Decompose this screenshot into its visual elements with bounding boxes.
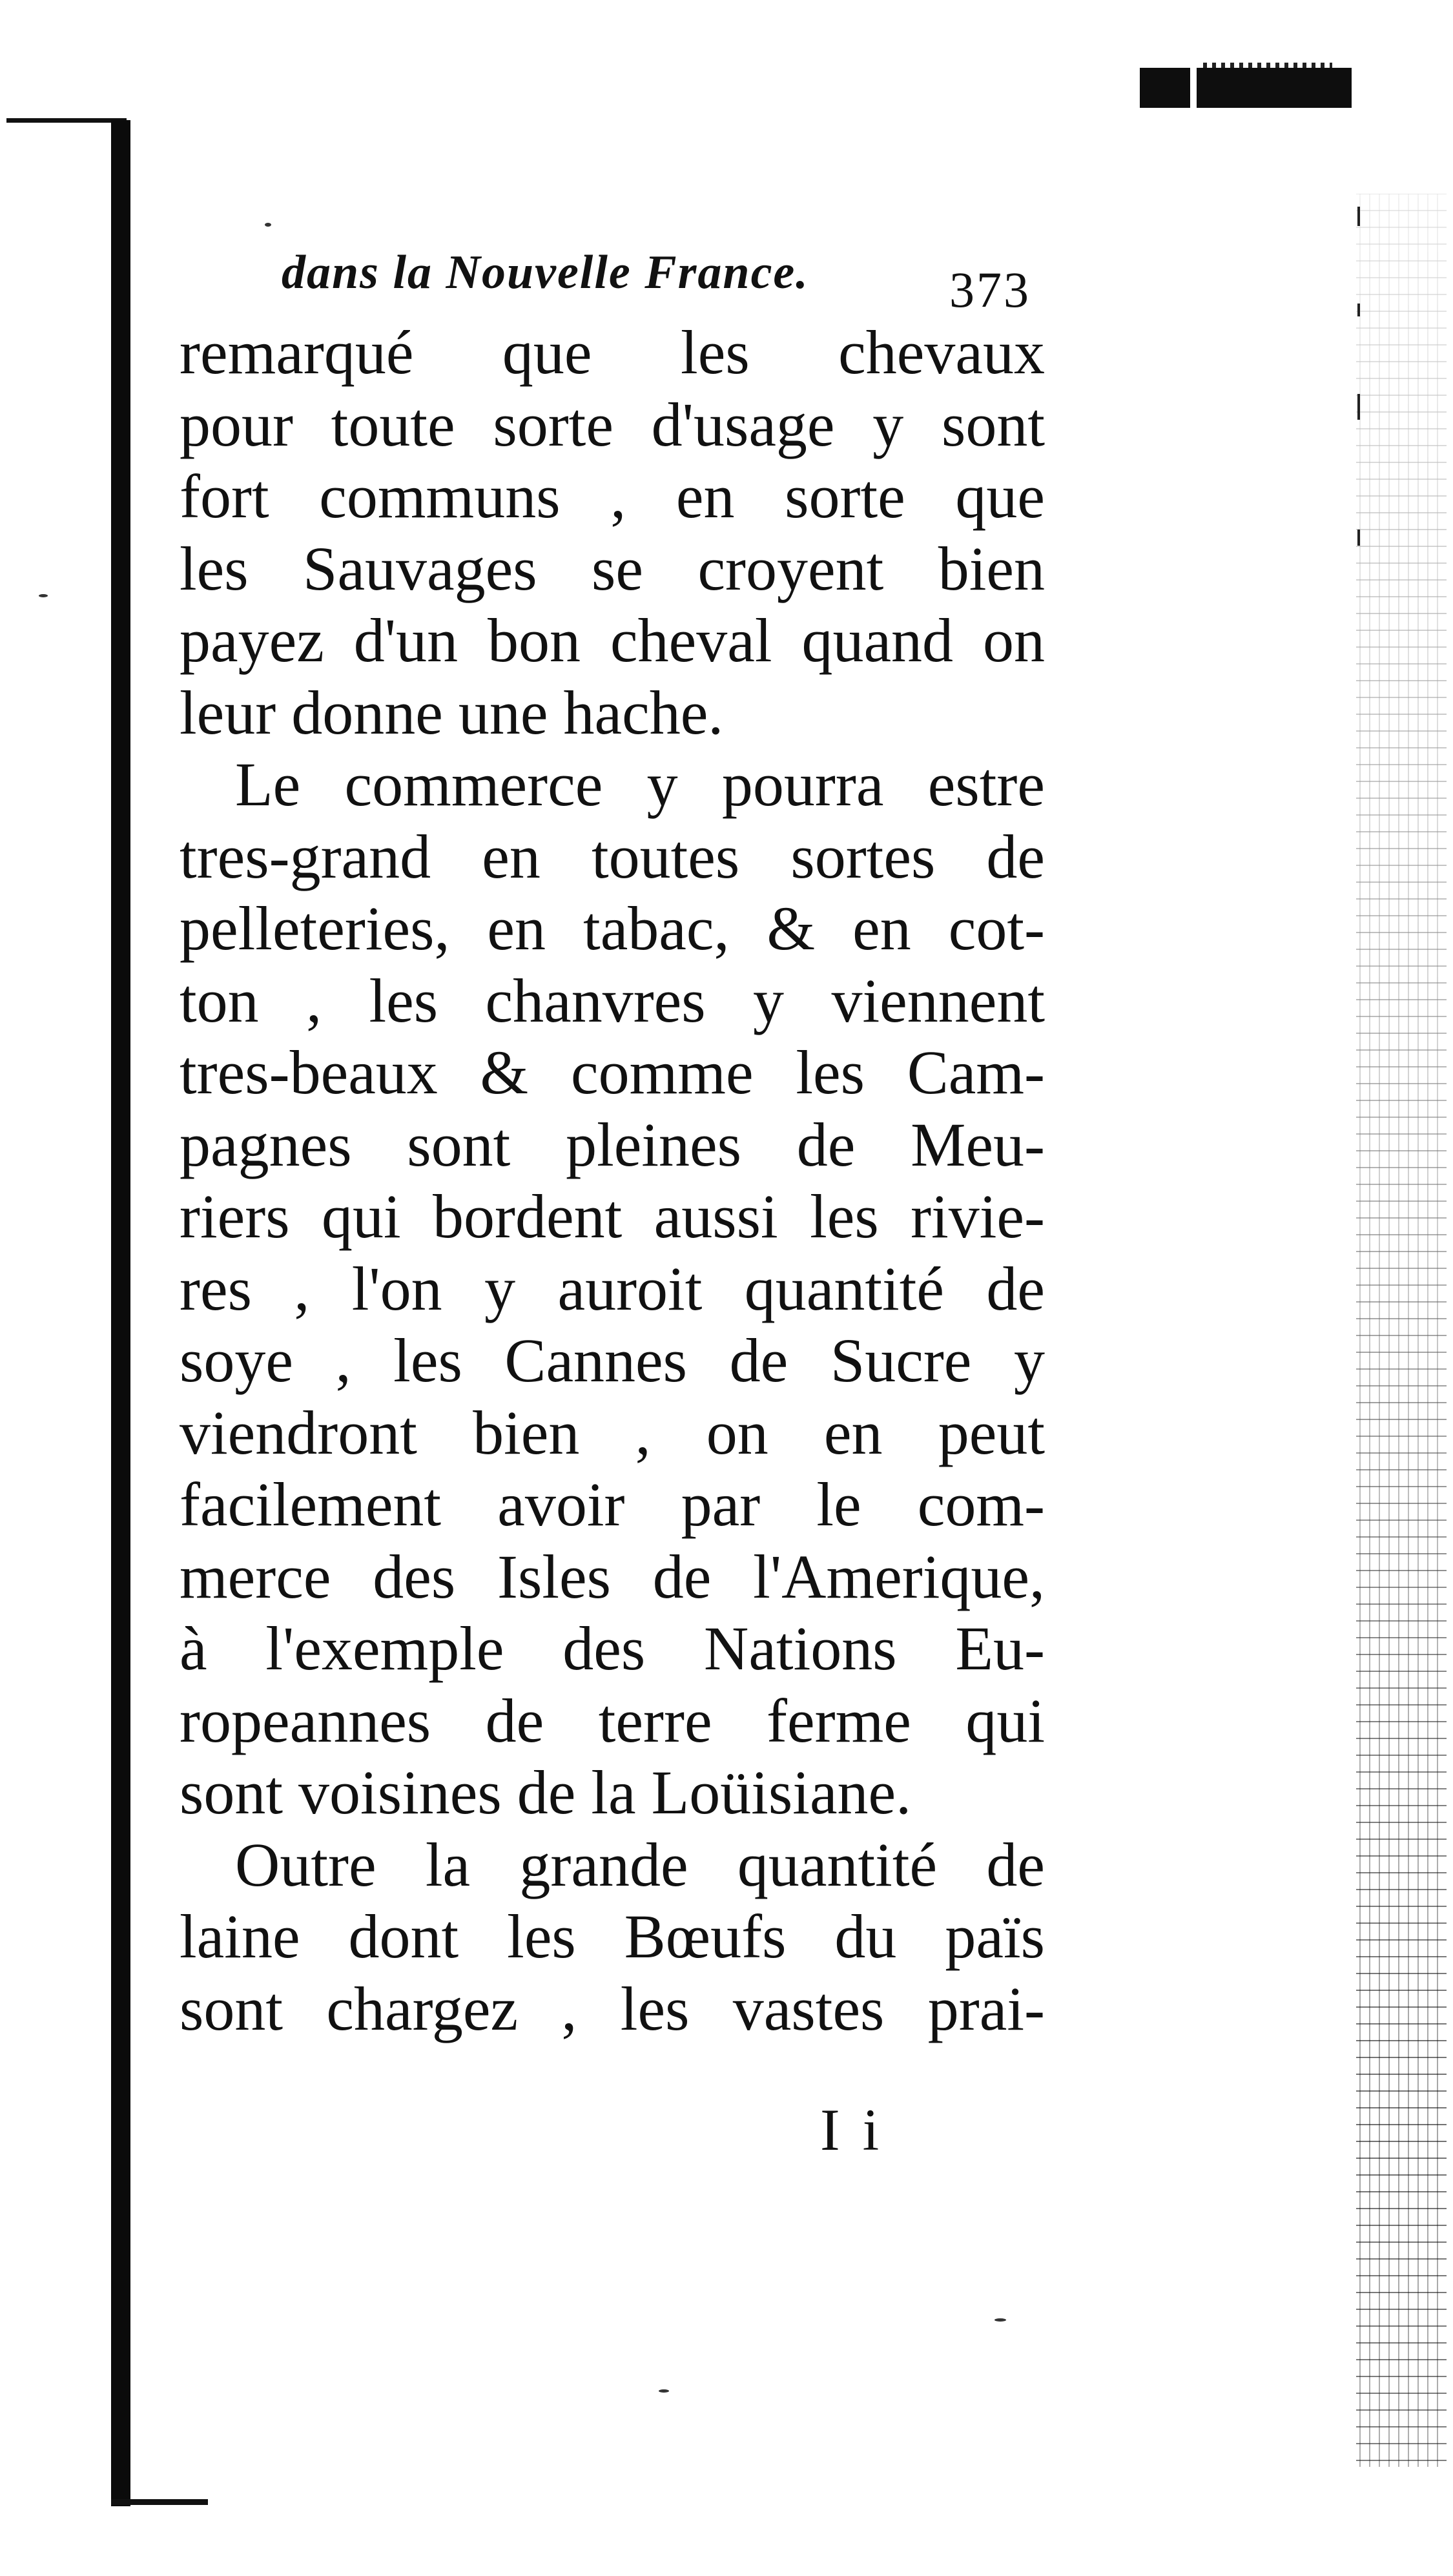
ink-speck (39, 594, 48, 597)
body-text (180, 316, 1045, 2045)
text-line: les Sauvages se croyent bien (180, 533, 1045, 603)
text-line: fort communs , en sorte que (180, 462, 1045, 531)
ink-speck (265, 223, 271, 227)
text-line: res , l'on y auroit quantité de (180, 1253, 1045, 1323)
page-number: 373 (949, 262, 1031, 318)
text-line: à l'exemple des Nations Eu- (180, 1614, 1045, 1683)
page-edge-top-rule (6, 118, 127, 123)
text-line: sont voisines de la Loüisiane. (180, 1758, 912, 1827)
text-line: merce des Isles de l'Amerique, (180, 1541, 1045, 1611)
text-line: payez d'un bon cheval quand on (180, 606, 1045, 675)
edge-speck (1357, 207, 1360, 226)
text-line: facilement avoir par le com- (180, 1470, 1045, 1539)
page-edge-bleed (1356, 194, 1447, 2467)
text-line: sont chargez , les vastes prai- (180, 1973, 1045, 2043)
edge-speck (1357, 304, 1360, 316)
text-line: ton , les chanvres y viennent (180, 965, 1045, 1035)
binding-shadow (111, 120, 130, 2506)
text-line: pelleteries, en tabac, & en cot- (180, 894, 1045, 963)
text-line: leur donne une hache. (180, 677, 724, 747)
ink-speck (994, 2318, 1006, 2322)
text-line: laine dont les Bœufs du païs (180, 1902, 1045, 1971)
text-line-paragraph-start: Outre la grande quantité de (235, 1829, 1045, 1899)
running-head: dans la Nouvelle France. (282, 246, 809, 299)
page-edge-bottom-rule (111, 2499, 208, 2505)
scan-corner-mark (1197, 68, 1352, 108)
text-line: tres-beaux & comme les Cam- (180, 1038, 1045, 1107)
text-line: remarqué que les chevaux (180, 318, 1045, 387)
text-line: riers qui bordent aussi les rivie- (180, 1182, 1045, 1251)
text-line: pagnes sont pleines de Meu- (180, 1109, 1045, 1179)
text-line: viendront bien , on en peut (180, 1397, 1045, 1467)
edge-speck (1357, 530, 1360, 546)
ink-speck (659, 2389, 669, 2393)
text-line: ropeannes de terre ferme qui (180, 1685, 1045, 1755)
edge-speck (1357, 394, 1360, 420)
text-line: soye , les Cannes de Sucre y (180, 1326, 1045, 1395)
text-line-paragraph-start: Le commerce y pourra estre (235, 750, 1045, 819)
text-line: tres-grand en toutes sortes de (180, 821, 1045, 891)
scan-corner-mark (1140, 68, 1190, 108)
signature-mark: I i (820, 2097, 883, 2163)
text-line: pour toute sorte d'usage y sont (180, 389, 1045, 459)
